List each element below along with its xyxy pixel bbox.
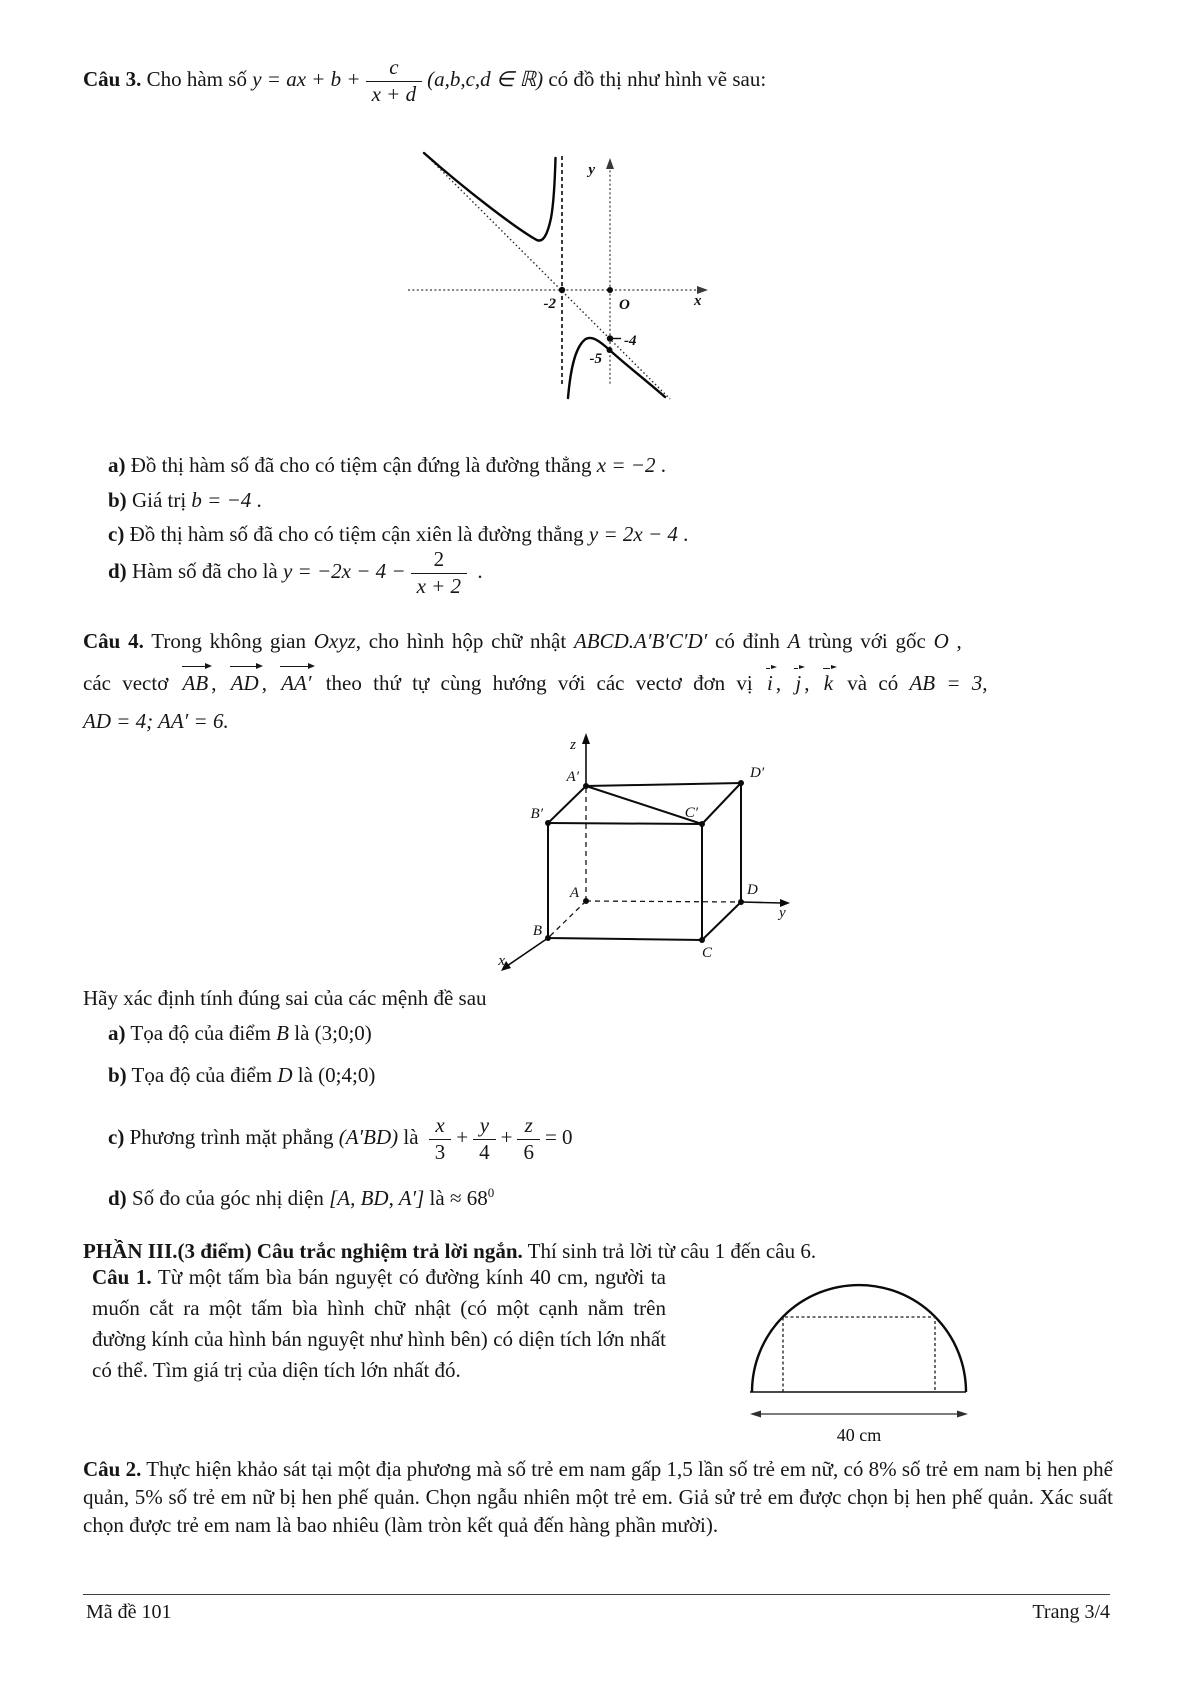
q3-label: Câu 3. bbox=[83, 67, 142, 91]
q4-judge-text: Hãy xác định tính đúng sai của các mệnh đề sau bbox=[83, 986, 487, 1010]
q4-l1i: , bbox=[948, 629, 962, 653]
inscribed-rectangle bbox=[783, 1317, 935, 1392]
box-oxyz-figure bbox=[455, 685, 805, 985]
q3-d-fraction-numerator: 2 bbox=[433, 547, 445, 572]
label-d1: D′ bbox=[750, 765, 765, 781]
semicircle-figure bbox=[698, 1262, 970, 1452]
point-neg5 bbox=[607, 347, 613, 353]
q3-d-math: y = −2x − 4 − bbox=[282, 559, 406, 583]
q4-a-label: a) bbox=[108, 1021, 126, 1045]
q4-d-label: d) bbox=[108, 1186, 127, 1210]
q4-c-frac-x3 bbox=[429, 1114, 452, 1164]
graph-neg5-label: -5 bbox=[589, 351, 602, 367]
q3-b-dot: . bbox=[251, 488, 262, 512]
q3-b-label: b) bbox=[108, 488, 127, 512]
q4-c-plus1: + bbox=[456, 1125, 469, 1149]
q4-l2a: các vectơ bbox=[83, 671, 180, 695]
q4-label: Câu 4. bbox=[83, 629, 144, 653]
q3-fraction bbox=[366, 56, 423, 106]
q4-vc2: , bbox=[261, 671, 279, 695]
q4-statement-b bbox=[108, 1062, 375, 1088]
q3-b-math: b = −4 bbox=[191, 488, 252, 512]
q4-b-var: D bbox=[277, 1063, 293, 1087]
dimension-label: 40 cm bbox=[836, 1425, 882, 1445]
dimension-arrow-right bbox=[957, 1411, 968, 1418]
q4-statement-a bbox=[108, 1020, 372, 1046]
q4-judge-line bbox=[83, 985, 487, 1011]
q4-b-label: b) bbox=[108, 1063, 127, 1087]
y-axis bbox=[741, 902, 782, 903]
graph-x-label: x bbox=[694, 293, 702, 309]
q4-c-mid: là bbox=[398, 1125, 424, 1149]
part3-q2-paragraph bbox=[83, 1455, 1113, 1539]
part3-q1-paragraph bbox=[92, 1262, 666, 1386]
q4-d-mid: là bbox=[424, 1186, 450, 1210]
graph-neg2-label: -2 bbox=[543, 296, 556, 312]
q3-a-label: a) bbox=[108, 453, 126, 477]
label-b: B bbox=[532, 923, 542, 939]
q3-a-dot: . bbox=[655, 453, 666, 477]
point-origin bbox=[607, 287, 613, 293]
q3-d-fraction bbox=[411, 548, 468, 598]
graph-origin-label: O bbox=[619, 297, 630, 313]
label-x: x bbox=[498, 953, 505, 969]
q4-uc2: , bbox=[804, 671, 821, 695]
point-neg2 bbox=[559, 287, 565, 293]
q4-vector-aa1: AA′ bbox=[281, 671, 312, 695]
q3-a-text: Đồ thị hàm số đã cho có tiệm cận đứng là đường thẳng bbox=[125, 453, 597, 477]
q3-b-text: Giá trị bbox=[126, 488, 192, 512]
q4-d-pre: Số đo của góc nhị diện bbox=[126, 1186, 330, 1210]
hidden-edges bbox=[548, 786, 741, 938]
q4-ad-aa-eq: AD = 4; AA′ = 6. bbox=[83, 709, 229, 733]
q3-outro: có đồ thị như hình vẽ sau: bbox=[543, 67, 767, 91]
q3-statement-d bbox=[108, 540, 483, 602]
q4-c-f1d: 3 bbox=[429, 1139, 452, 1165]
unit-vector-k bbox=[822, 670, 835, 696]
q4-ab-eq: AB = 3, bbox=[909, 671, 988, 695]
curve-upper-branch bbox=[424, 153, 556, 241]
q4-c-pre: Phương trình mặt phẳng bbox=[124, 1125, 339, 1149]
semicircle-arc bbox=[752, 1285, 966, 1392]
function-graph-figure bbox=[398, 150, 718, 400]
q4-a-val: (3;0;0) bbox=[314, 1021, 372, 1045]
q4-c-f2n: y bbox=[479, 1113, 490, 1138]
q4-unit-k: k bbox=[823, 671, 834, 695]
q3-d-dot: . bbox=[472, 559, 483, 583]
q4-l1a: Trong không gian bbox=[143, 629, 314, 653]
oblique-asymptote bbox=[426, 155, 670, 399]
q4-statement-d bbox=[108, 1180, 494, 1211]
q4-c-plane: (A′BD) bbox=[338, 1125, 399, 1149]
graph-y-label: y bbox=[588, 162, 595, 178]
label-b1: B′ bbox=[530, 806, 543, 822]
q4-c-label: c) bbox=[108, 1125, 125, 1149]
q3-d-label: d) bbox=[108, 559, 127, 583]
q4-a-mid: là bbox=[288, 1021, 315, 1045]
q4-c-f3d: 6 bbox=[517, 1139, 540, 1165]
part3-q1-text: Từ một tấm bìa bán nguyệt có đường kính 40 cm, người ta muốn cắt ra một tấm bìa hình chữ nhật (có một cạnh nằm trên đường kính của hình bán nguyệt như hình bên) có diện tích lớn nhất có thể. Tìm giá trị của diện tích lớn nhất đó. bbox=[92, 1265, 666, 1382]
footer-page-number: Trang 3/4 bbox=[1032, 1601, 1110, 1623]
q4-oxyz: Oxyz bbox=[313, 629, 356, 653]
part3-heading bbox=[83, 1238, 1118, 1264]
q4-c-f2d: 4 bbox=[473, 1139, 496, 1165]
q4-l2c: và có bbox=[836, 671, 910, 695]
label-a1: A′ bbox=[566, 769, 579, 785]
part3-q2-text: Thực hiện khảo sát tại một địa phương mà số trẻ em nam gấp 1,5 lần số trẻ em nữ, có 8% số trẻ em nam bị hen phế quản, 5% số trẻ em nữ bị hen phế quản. Chọn ngẫu nhiên một trẻ em. Giả sử trẻ em được chọn bị hen phế quản. Xác suất chọn được trẻ em nam là bao nhiêu (làm tròn kết quả đến hàng phần mười). bbox=[83, 1457, 1113, 1537]
label-z: z bbox=[570, 737, 576, 753]
footer-divider bbox=[83, 1594, 1110, 1595]
vector-ad-overline bbox=[229, 670, 261, 696]
part3-q2-label: Câu 2. bbox=[83, 1457, 142, 1481]
q4-c-f1n: x bbox=[435, 1113, 445, 1138]
q3-intro: Cho hàm số bbox=[141, 67, 253, 91]
q4-unit-j: j bbox=[795, 671, 802, 695]
graph-neg4-label: -4 bbox=[624, 333, 637, 349]
q4-b-mid: là bbox=[292, 1063, 319, 1087]
q4-l1g: trùng với gốc bbox=[800, 629, 934, 653]
part3-heading-rest: Thí sinh trả lời từ câu 1 đến câu 6. bbox=[522, 1239, 817, 1263]
label-c1: C′ bbox=[684, 805, 698, 821]
q4-b-pre: Tọa độ của điểm bbox=[126, 1063, 278, 1087]
q4-vector-ad: AD bbox=[230, 671, 259, 695]
footer-exam-code: Mã đề 101 bbox=[86, 1601, 172, 1623]
q4-c-plus2: + bbox=[500, 1125, 513, 1149]
vector-ab-overline bbox=[181, 670, 211, 696]
q4-c-frac-y4 bbox=[473, 1114, 496, 1164]
q3-d-fraction-denominator: x + 2 bbox=[411, 573, 468, 599]
q4-unit-i: i bbox=[767, 671, 773, 695]
q4-box-name: ABCD.A′B′C′D′ bbox=[573, 629, 708, 653]
part3-heading-bold: PHẦN III.(3 điểm) Câu trắc nghiệm trả lời ngắn. bbox=[83, 1239, 523, 1263]
y-axis-arrow bbox=[606, 158, 614, 169]
curve-lower-branch bbox=[568, 338, 665, 398]
q3-fraction-denominator: x + d bbox=[366, 81, 423, 107]
q3-heading bbox=[83, 48, 1123, 110]
vertex-labels bbox=[497, 737, 786, 969]
q4-c-frac-z6 bbox=[517, 1114, 540, 1164]
q4-l1c: , cho hình hộp chữ nhật bbox=[355, 629, 574, 653]
q3-c-math: y = 2x − 4 bbox=[588, 522, 678, 546]
q4-statement-c bbox=[108, 1105, 573, 1169]
q4-c-eq: = 0 bbox=[544, 1125, 573, 1149]
x-axis bbox=[507, 938, 548, 966]
q3-d-text: Hàm số đã cho là bbox=[126, 559, 283, 583]
q4-vc1: , bbox=[211, 671, 228, 695]
q4-uc1: , bbox=[775, 671, 793, 695]
q3-a-math: x = −2 bbox=[596, 453, 656, 477]
q4-d-approx: ≈ 68 bbox=[449, 1186, 488, 1210]
label-a: A bbox=[569, 885, 579, 901]
q4-vertex-a: A bbox=[787, 629, 801, 653]
q4-line3 bbox=[83, 708, 229, 734]
label-y: y bbox=[779, 905, 786, 921]
q4-c-f3n: z bbox=[524, 1113, 533, 1138]
vector-aa1-overline bbox=[279, 670, 313, 696]
q4-l2b: theo thứ tự cùng hướng với các vectơ đơn vị bbox=[314, 671, 765, 695]
q4-a-pre: Tọa độ của điểm bbox=[125, 1021, 277, 1045]
q4-origin-o: O bbox=[933, 629, 949, 653]
q3-domain: (a,b,c,d ∈ ℝ) bbox=[427, 67, 544, 91]
label-c: C bbox=[701, 945, 713, 961]
q4-vector-ab: AB bbox=[182, 671, 209, 695]
q4-l1e: có đỉnh bbox=[707, 629, 788, 653]
q3-fraction-numerator: c bbox=[389, 55, 399, 80]
q3-c-dot: . bbox=[677, 522, 689, 546]
q3-statement-a bbox=[108, 452, 666, 478]
q4-line1 bbox=[83, 628, 1118, 654]
q3-statement-b bbox=[108, 487, 262, 513]
dimension-arrow-left bbox=[750, 1411, 761, 1418]
q3-c-text: Đồ thị hàm số đã cho có tiệm cận xiên là đường thẳng bbox=[124, 522, 589, 546]
q4-a-var: B bbox=[276, 1021, 289, 1045]
solid-edges bbox=[548, 783, 741, 940]
z-axis-arrow bbox=[582, 733, 590, 744]
q4-d-dihedral: [A, BD, A′] bbox=[329, 1186, 425, 1210]
q4-b-val: (0;4;0) bbox=[318, 1063, 376, 1087]
q3-c-label: c) bbox=[108, 522, 125, 546]
label-d: D bbox=[747, 882, 758, 898]
q3-formula-lead: y = ax + b + bbox=[252, 67, 361, 91]
part3-q1-label: Câu 1. bbox=[92, 1265, 152, 1289]
q4-d-degree-sup: 0 bbox=[487, 1185, 495, 1200]
